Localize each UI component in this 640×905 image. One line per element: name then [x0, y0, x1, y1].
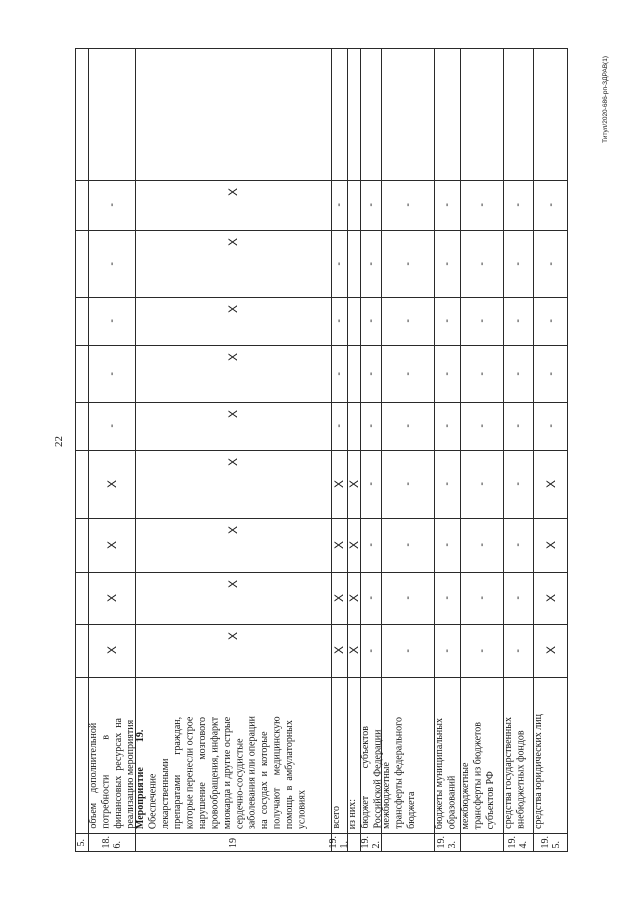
value-cell [75, 297, 88, 345]
value-cell [434, 518, 460, 572]
dash-mark: - [441, 648, 453, 653]
value-cell [75, 572, 88, 624]
value-cell [503, 518, 533, 572]
description-line: внебюджетных фондов [515, 730, 527, 829]
description-line: получают медицинскую [271, 716, 283, 829]
dash-mark: - [475, 482, 488, 486]
dash-mark: - [105, 371, 118, 376]
dash-mark: - [401, 319, 414, 323]
value-cell [503, 624, 533, 677]
value-cell [88, 450, 135, 518]
value-cell [135, 624, 331, 677]
description-line: реализацию мероприятия [125, 720, 137, 829]
description-line: кровообращения, инфаркт [209, 716, 221, 829]
description-line: бюджета [405, 791, 417, 829]
row-number-text: 19. 4. [507, 836, 529, 849]
value-cell [503, 180, 533, 230]
row-description-text [503, 717, 528, 833]
cross-mark: X [104, 593, 119, 602]
value-cell [434, 180, 460, 230]
dash-mark: - [441, 371, 453, 376]
value-cell [347, 450, 360, 518]
row-description-text [533, 714, 545, 833]
dash-mark: - [333, 203, 345, 207]
value-cell [75, 402, 88, 450]
value-cell [135, 572, 331, 624]
value-cell [360, 180, 381, 230]
value-cell [381, 345, 434, 402]
cross-mark: X [104, 646, 119, 655]
value-cell [135, 345, 331, 402]
row-number [381, 833, 434, 852]
value-cell [533, 297, 568, 345]
value-cell [331, 180, 347, 230]
dash-mark: - [333, 261, 345, 266]
description-line: на сосудах и которые [259, 731, 271, 829]
dash-mark: - [401, 261, 414, 266]
row-description [347, 677, 360, 833]
dash-mark: - [364, 424, 377, 428]
row-description-text [88, 718, 138, 833]
row-description [135, 677, 331, 833]
dash-mark: - [475, 543, 488, 547]
row-number [434, 833, 460, 852]
value-cell [503, 297, 533, 345]
dash-mark: - [475, 596, 488, 600]
row-number [503, 833, 533, 852]
row-number-text: 19. 5. [539, 836, 562, 849]
description-line: сердечно-сосудистые [234, 738, 246, 829]
value-cell [460, 450, 503, 518]
value-cell [533, 450, 568, 518]
table-border [75, 48, 568, 49]
value-cell [533, 230, 568, 297]
value-cell [533, 624, 568, 677]
value-cell [503, 230, 533, 297]
value-cell [360, 402, 381, 450]
dash-mark: - [401, 482, 414, 486]
description-line: Российской Федерации [372, 729, 384, 829]
row-number [360, 833, 381, 852]
dash-mark: - [364, 371, 377, 376]
row-description [533, 677, 568, 833]
dash-mark: - [512, 261, 524, 266]
value-cell [503, 345, 533, 402]
cross-mark: X [226, 458, 240, 467]
row-description-text [460, 722, 497, 833]
value-cell [135, 230, 331, 297]
footer-code: Титул/2020-686-рп-ЗДРАВ(1) [602, 56, 609, 143]
value-cell [503, 450, 533, 518]
cross-mark: X [226, 353, 240, 362]
dash-mark: - [544, 203, 557, 207]
row-description [360, 677, 384, 833]
dash-mark: - [333, 371, 345, 376]
value-cell [88, 518, 135, 572]
row-number-text: 19. 2. [359, 836, 382, 849]
cross-mark: X [104, 479, 119, 488]
description-line: межбюджетные [460, 762, 471, 829]
value-cell [331, 572, 347, 624]
value-cell [331, 518, 347, 572]
value-cell [460, 518, 503, 572]
value-cell [381, 230, 434, 297]
value-cell [434, 624, 460, 677]
description-line: которые перенесли острое [184, 716, 196, 829]
row-description [88, 677, 135, 833]
value-cell [434, 450, 460, 518]
row-number [75, 833, 88, 852]
row-description-text [434, 718, 459, 833]
value-cell [360, 297, 381, 345]
description-line: трансферты федерального [393, 717, 405, 829]
value-cell [331, 450, 347, 518]
dash-mark: - [544, 319, 557, 323]
dash-mark: - [364, 319, 377, 323]
dash-mark: - [364, 648, 377, 653]
value-cell [460, 572, 503, 624]
description-line: объем дополнительной [88, 723, 99, 829]
cross-mark: X [226, 188, 240, 197]
value-cell [347, 297, 360, 345]
value-cell [135, 402, 331, 450]
row-description-text [135, 716, 309, 833]
row-number-text: 5. [76, 838, 87, 847]
row-number [135, 833, 331, 852]
value-cell [434, 230, 460, 297]
value-cell [347, 180, 360, 230]
cross-mark: X [346, 593, 361, 602]
value-cell [434, 297, 460, 345]
dash-mark: - [441, 543, 453, 547]
description-line: бюджет субъектов [360, 726, 371, 829]
dash-mark: - [512, 319, 524, 323]
cross-mark: X [332, 540, 346, 549]
dash-mark: - [401, 424, 414, 428]
value-cell [347, 572, 360, 624]
row-description [434, 677, 460, 833]
dash-mark: - [401, 648, 414, 653]
dash-mark: - [441, 482, 453, 486]
value-cell [75, 624, 88, 677]
description-line: из них: [347, 798, 358, 829]
cross-mark: X [226, 305, 240, 314]
value-cell [75, 450, 88, 518]
dash-mark: - [512, 424, 524, 428]
value-cell [381, 297, 434, 345]
value-cell [360, 450, 381, 518]
dash-mark: - [401, 543, 414, 547]
dash-mark: - [364, 482, 377, 486]
value-cell [434, 402, 460, 450]
description-line: средства юридических лиц [533, 714, 544, 829]
value-cell [503, 402, 533, 450]
description-line: образований [446, 775, 458, 829]
dash-mark: - [512, 371, 524, 376]
description-line: бюджеты муниципальных [434, 717, 445, 829]
dash-mark: - [364, 543, 377, 547]
dash-mark: - [512, 648, 524, 653]
dash-mark: - [475, 203, 488, 207]
dash-mark: - [544, 424, 557, 428]
row-description [331, 677, 347, 833]
dash-mark: - [105, 203, 118, 207]
row-number-text: 19 [227, 837, 239, 848]
value-cell [331, 297, 347, 345]
description-line: миокарда и другие острые [221, 716, 233, 829]
dash-mark: - [105, 424, 118, 428]
description-line: трансферты из бюджетов [472, 721, 484, 829]
value-cell [88, 345, 135, 402]
value-cell [331, 345, 347, 402]
row-number [88, 833, 135, 852]
cross-mark: X [332, 646, 346, 655]
dash-mark: - [475, 319, 488, 323]
value-cell [135, 180, 331, 230]
description-line: Обеспечение [147, 773, 159, 829]
value-cell [347, 230, 360, 297]
dash-mark: - [105, 319, 118, 323]
dash-mark: - [364, 596, 377, 600]
description-line: нарушение мозгового [197, 716, 209, 829]
dash-mark: - [105, 261, 118, 266]
cross-mark: X [543, 593, 558, 602]
budget-table [75, 48, 568, 852]
cross-mark: X [346, 646, 361, 655]
value-cell [460, 230, 503, 297]
row-number [533, 833, 568, 852]
cross-mark: X [346, 479, 361, 488]
description-line: условиях [296, 789, 308, 829]
value-cell [360, 572, 381, 624]
dash-mark: - [441, 424, 453, 428]
cross-mark: X [543, 646, 558, 655]
row-number [328, 833, 350, 852]
dash-mark: - [333, 424, 345, 428]
row-description-text [381, 717, 418, 833]
value-cell [331, 624, 347, 677]
description-line: потребности в [100, 735, 112, 829]
value-cell [434, 345, 460, 402]
cross-mark: X [104, 540, 119, 549]
value-cell [360, 518, 381, 572]
value-cell [88, 230, 135, 297]
value-cell [135, 297, 331, 345]
dash-mark: - [475, 648, 488, 653]
value-cell [381, 180, 434, 230]
dash-mark: - [475, 371, 488, 376]
dash-mark: - [512, 596, 524, 600]
value-cell [331, 230, 347, 297]
description-line: помощь в амбулаторных [283, 720, 295, 829]
value-cell [381, 518, 434, 572]
dash-mark: - [333, 319, 345, 323]
dash-mark: - [475, 424, 488, 428]
value-cell [135, 450, 331, 518]
dash-mark: - [441, 319, 453, 323]
value-cell [381, 572, 434, 624]
row-number-text: 19. 1. [328, 836, 350, 849]
value-cell [347, 402, 360, 450]
row-number [460, 833, 503, 852]
value-cell [331, 402, 347, 450]
value-cell [347, 345, 360, 402]
row-number [347, 833, 360, 852]
value-cell [75, 518, 88, 572]
value-cell [533, 572, 568, 624]
value-cell [360, 230, 381, 297]
value-cell [533, 345, 568, 402]
value-cell [434, 572, 460, 624]
dash-mark: - [364, 203, 377, 207]
row-description [460, 677, 503, 833]
row-description-text [331, 806, 343, 833]
value-cell [360, 624, 381, 677]
dash-mark: - [512, 543, 524, 547]
cross-mark: X [332, 593, 346, 602]
value-cell [347, 624, 360, 677]
value-cell [381, 624, 434, 677]
dash-mark: - [475, 261, 488, 266]
description-line: препаратами граждан, [172, 716, 184, 829]
value-cell [88, 572, 135, 624]
row-description-text [347, 799, 359, 833]
value-cell [88, 624, 135, 677]
description-line: средства государственных [503, 717, 514, 829]
value-cell [460, 180, 503, 230]
value-cell [460, 345, 503, 402]
value-cell [460, 402, 503, 450]
dash-mark: - [544, 371, 557, 376]
value-cell [460, 624, 503, 677]
dash-mark: - [401, 203, 414, 207]
cross-mark: X [543, 479, 558, 488]
description-line: лекарственными [159, 758, 171, 829]
row-number-text: 18. 6. [100, 836, 123, 849]
value-cell [533, 518, 568, 572]
dash-mark: - [441, 261, 453, 266]
dash-mark: - [441, 596, 453, 600]
description-line: Мероприятие 19. [135, 729, 146, 829]
dash-mark: - [544, 261, 557, 266]
value-cell [88, 297, 135, 345]
dash-mark: - [401, 371, 414, 376]
row-description [381, 677, 434, 833]
description-line: субъектов РФ [484, 770, 496, 829]
value-cell [503, 572, 533, 624]
value-cell [533, 180, 568, 230]
dash-mark: - [441, 203, 453, 207]
cross-mark: X [226, 410, 240, 419]
value-cell [88, 402, 135, 450]
value-cell [75, 230, 88, 297]
value-cell [88, 180, 135, 230]
cross-mark: X [543, 540, 558, 549]
row-number-text: 19. 3. [436, 836, 458, 849]
page-number: 22 [53, 436, 65, 447]
cross-mark: X [226, 580, 240, 589]
cross-mark: X [226, 632, 240, 641]
value-cell [381, 450, 434, 518]
value-cell [135, 518, 331, 572]
value-cell [381, 402, 434, 450]
dash-mark: - [512, 203, 524, 207]
value-cell [533, 402, 568, 450]
value-cell [360, 345, 381, 402]
cross-mark: X [226, 526, 240, 535]
dash-mark: - [401, 596, 414, 600]
cross-mark: X [346, 540, 361, 549]
value-cell [460, 297, 503, 345]
row-description [503, 677, 533, 833]
dash-mark: - [512, 482, 524, 486]
description-line: всего [331, 806, 342, 829]
description-line: межбюджетные [381, 762, 392, 829]
description-line: заболевания или операции [246, 715, 258, 829]
value-cell [347, 518, 360, 572]
dash-mark: - [364, 261, 377, 266]
cross-mark: X [332, 479, 346, 488]
row-description [75, 677, 88, 833]
cross-mark: X [226, 238, 240, 247]
value-cell [75, 345, 88, 402]
value-cell [75, 180, 88, 230]
description-line: финансовых ресурсах на [112, 718, 124, 829]
